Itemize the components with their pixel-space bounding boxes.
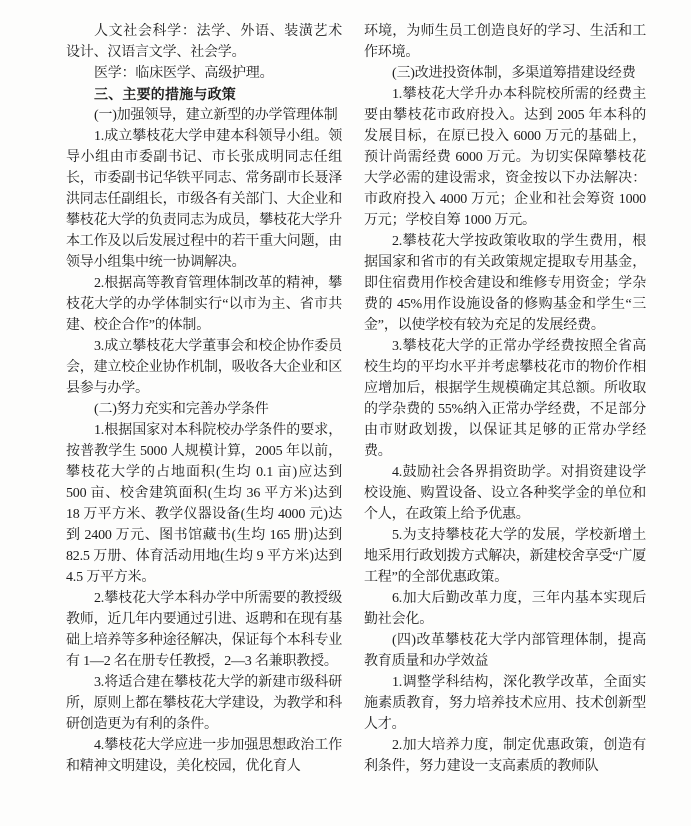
paragraph: 2.攀枝花大学本科办学中所需要的教授级教师，近几年内要通过引进、返聘和在现有基础上培养等多种途径解决，保证每个本科专业有 1—2 名在册专任教授，2—3 名兼职教授。	[66, 591, 342, 669]
paragraph: 2.根据高等教育管理体制改革的精神，攀枝花大学的办学体制实行“以市为主、省市共建、校企合作”的体制。	[66, 276, 342, 333]
paragraph: 2.加大培养力度，制定优惠政策，创造有利条件，努力建设一支高素质的教师队	[364, 738, 646, 774]
paragraph: 环境，为师生员工创造良好的学习、生活和工作环境。	[364, 24, 646, 60]
paragraph: 医学：临床医学、高级护理。	[94, 66, 274, 81]
paragraph: (二)努力充实和完善办学条件	[94, 402, 269, 417]
paragraph: (四)改革攀枝花大学内部管理体制，提高教育质量和办学效益	[364, 633, 646, 669]
paragraph: 3.攀枝花大学的正常办学经费按照全省高校生均的平均水平并考虑攀枝花市的物价作相应增加后，根据学生规模确定其总额。所收取的学杂费的 55%纳入正常办学经费，不足部分由市财政划拨，以保证其足够的正常办学经费。	[364, 339, 646, 459]
text-column-left	[66, 21, 342, 826]
paragraph: (三)改进投资体制，多渠道筹措建设经费	[392, 66, 636, 81]
text-column-right	[364, 21, 646, 826]
paragraph: 1.调整学科结构，深化教学改革，全面实施素质教育，努力培养技术应用、技术创新型人才。	[364, 675, 646, 732]
paragraph: 1.成立攀枝花大学申建本科领导小组。领导小组由市委副书记、市长张成明同志任组长，市委副书记华铁平同志、常务副市长聂泽洪同志任副组长，市级各有关部门、大企业和攀枝花大学的负责同志为成员，攀枝花大学升本工作及以后发展过程中的若干重大问题，由领导小组集中统一协调解决。	[66, 129, 342, 270]
paragraph: 6.加大后勤改革力度，三年内基本实现后勤社会化。	[364, 591, 646, 627]
paragraph: (一)加强领导，建立新型的办学管理体制	[94, 108, 338, 123]
paragraph: 人文社会科学：法学、外语、装潢艺术设计、汉语言文学、社会学。	[66, 24, 342, 60]
paragraph: 4.攀枝花大学应进一步加强思想政治工作和精神文明建设，美化校园，优化育人	[66, 738, 342, 774]
paragraph: 1.根据国家对本科院校办学条件的要求，按普教学生 5000 人规模计算，2005 年以前，攀枝花大学的占地面积(生均 0.1 亩)应达到 500 亩、校舍建筑面积(生均 36 平方米)达到 18 万平方米、教学仪器设备(生均 4000 元)达到 2400 万元、图书馆藏书(生均 165 册)达到 82.5 万册、体育活动用地(生均 9 平方米)达到 4.5 万平方米。	[66, 423, 342, 585]
paragraph: 3.成立攀枝花大学董事会和校企协作委员会，建立校企业协作机制，吸收各大企业和区县参与办学。	[66, 339, 342, 396]
paragraph: 4.鼓励社会各界捐资助学。对捐资建设学校设施、购置设备、设立各种奖学金的单位和个人，在政策上给予优惠。	[364, 465, 646, 522]
paragraph: 1.攀枝花大学升办本科院校所需的经费主要由攀枝花市政府投入。达到 2005 年本科的发展目标，在原已投入 6000 万元的基础上，预计尚需经费 6000 万元。为切实保障攀枝花大学必需的建设需求，资金按以下办法解决：市政府投入 4000 万元；企业和社会筹资 1000 万元；学校自筹 1000 万元。	[364, 87, 646, 228]
section-heading: 三、主要的措施与政策	[94, 86, 236, 102]
paragraph: 3.将适合建在攀枝花大学的新建市级科研所，原则上都在攀枝花大学建设，为教学和科研创造更为有利的条件。	[66, 675, 342, 732]
paragraph: 5.为支持攀枝花大学的发展，学校新增土地采用行政划拨方式解决，新建校舍享受“广厦工程”的全部优惠政策。	[364, 528, 647, 585]
paragraph: 2.攀枝花大学按政策收取的学生费用，根据国家和省市的有关政策规定提取专用基金，即住宿费用作校舍建设和维修专用资金；学杂费的 45%用作设施设备的修购基金和学生“三金”，以使学校有较为充足的发展经费。	[364, 234, 646, 333]
